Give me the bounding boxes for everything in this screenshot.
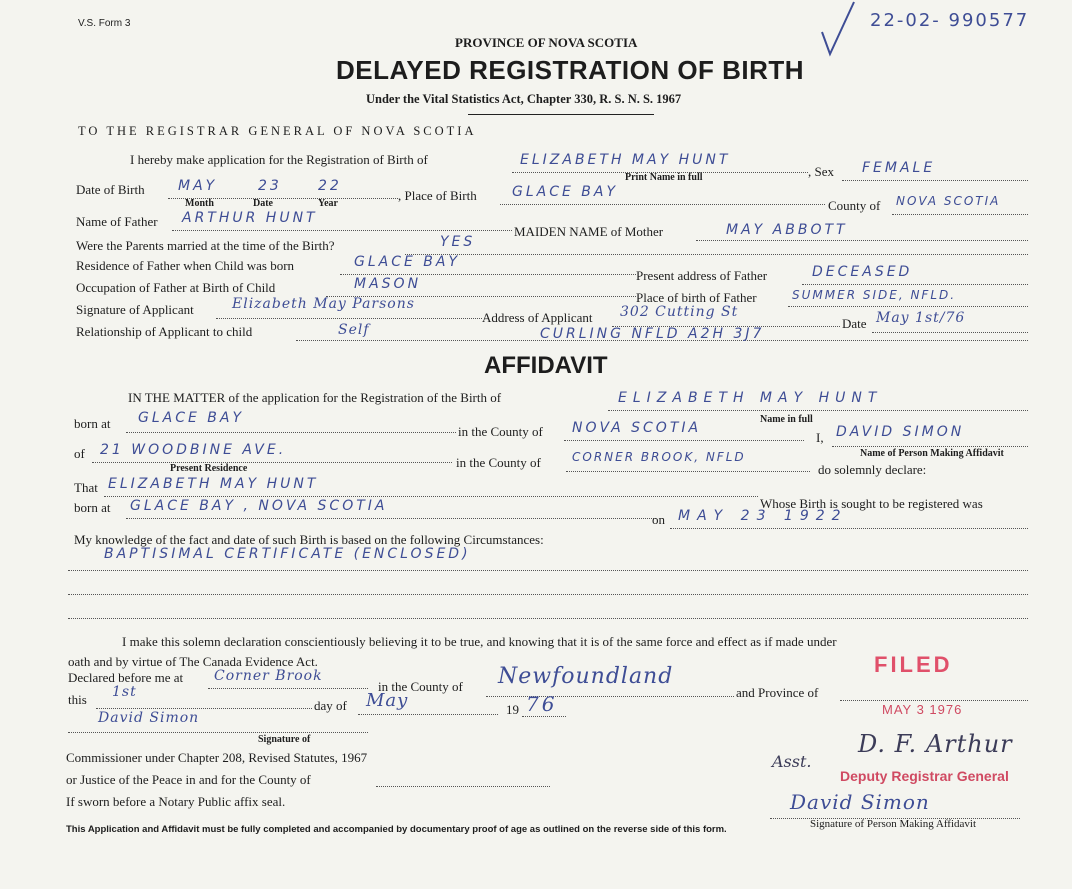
check-mark-icon xyxy=(820,0,860,60)
married-line xyxy=(405,254,1028,255)
month-caption: Month xyxy=(185,198,214,209)
notary-label: If sworn before a Notary Public affix seal. xyxy=(66,794,286,809)
dob-label: Date of Birth xyxy=(76,182,145,197)
circumstances-value: BAPTISIMAL CERTIFICATE (ENCLOSED) xyxy=(104,546,471,562)
father-birthplace-line xyxy=(788,306,1028,307)
date-label: Date xyxy=(842,316,867,331)
in-county2-label: in the County of xyxy=(456,455,541,470)
present-address-value: DECEASED xyxy=(812,264,913,280)
name-in-full-caption: Name in full xyxy=(760,414,813,425)
mother-line xyxy=(696,240,1028,241)
occupation-label: Occupation of Father at Birth of Child xyxy=(76,280,276,295)
present-address-line xyxy=(802,284,1028,285)
on-label: on xyxy=(652,512,665,527)
justice-label: or Justice of the Peace in and for the County of xyxy=(66,772,311,787)
circumstances-line-1 xyxy=(68,570,1028,571)
residence-line xyxy=(340,274,636,275)
affidavit-child-line xyxy=(608,410,1028,411)
born-date: MAY 23 1922 xyxy=(678,508,848,524)
declaration-text-1: I make this solemn declaration conscientiously believing it to be true, and knowing that it is of the same force and effect as if made under xyxy=(122,634,837,649)
residence-label: Residence of Father when Child was born xyxy=(76,258,295,273)
married-label: Were the Parents married at the time of the Birth? xyxy=(76,238,335,253)
signature-of-caption: Signature of xyxy=(258,734,311,745)
declare-label: do solemnly declare: xyxy=(818,462,927,477)
footer-note: This Application and Affidavit must be fully completed and accompanied by documentary proof of age as outlined on the reverse side of this form. xyxy=(66,824,727,835)
in-county-label: in the County of xyxy=(458,424,543,439)
year-suffix: 76 xyxy=(526,692,558,716)
mother-value: MAY ABBOTT xyxy=(726,222,848,238)
deponent-line xyxy=(832,446,1028,447)
affidavit-heading: AFFIDAVIT xyxy=(484,352,608,379)
father-line xyxy=(172,230,512,231)
born-at-line xyxy=(126,432,456,433)
born-at2-label: born at xyxy=(74,500,111,515)
day-of-label: day of xyxy=(314,698,347,713)
born-at-label: born at xyxy=(74,416,111,431)
year-caption: Year xyxy=(318,198,338,209)
declared-at-line xyxy=(208,688,368,689)
father-value: ARTHUR HUNT xyxy=(182,210,318,226)
signature-label: Signature of Applicant xyxy=(76,302,194,317)
that-line xyxy=(104,496,758,497)
affidavit-county2: CORNER BROOK, NFLD xyxy=(572,450,746,464)
circumstances-line-2 xyxy=(68,594,1028,595)
title-rule xyxy=(468,114,654,115)
affidavit-residence: 21 WOODBINE AVE. xyxy=(100,442,287,458)
that-label: That xyxy=(74,480,98,495)
child-name-value: ELIZABETH MAY HUNT xyxy=(520,152,731,168)
this-label: this xyxy=(68,692,87,707)
print-name-caption: Print Name in full xyxy=(625,172,703,183)
whose-birth-label: Whose Birth is sought to be registered was xyxy=(760,496,983,511)
place-line xyxy=(500,204,825,205)
born-place-line xyxy=(126,518,656,519)
circumstances-line-3 xyxy=(68,618,1028,619)
to-line: TO THE REGISTRAR GENERAL OF NOVA SCOTIA xyxy=(78,124,477,138)
address-line2: CURLING NFLD A2H 3J7 xyxy=(540,326,765,342)
address-value: 302 Cutting St xyxy=(620,304,739,320)
affidavit-intro: IN THE MATTER of the application for the Registration of the Birth of xyxy=(128,390,502,405)
month-line xyxy=(358,714,498,715)
date-line xyxy=(872,332,1028,333)
born-date-line xyxy=(670,528,1028,529)
affidavit-child-name: ELIZABETH MAY HUNT xyxy=(618,390,883,406)
i-label: I, xyxy=(816,430,824,445)
county-value: NOVA SCOTIA xyxy=(896,194,1001,208)
date-caption: Date xyxy=(253,198,273,209)
married-value: YES xyxy=(440,234,476,250)
of-label: of xyxy=(74,446,85,461)
registrar-title-stamp: Deputy Registrar General xyxy=(840,768,1009,784)
relationship-label: Relationship of Applicant to child xyxy=(76,324,253,339)
father-label: Name of Father xyxy=(76,214,158,229)
mother-label: MAIDEN NAME of Mother xyxy=(514,224,664,239)
application-date: May 1st/76 xyxy=(876,310,966,326)
declared-at-value: Corner Brook xyxy=(214,668,323,684)
born-place: GLACE BAY , NOVA SCOTIA xyxy=(130,498,388,514)
county-line xyxy=(892,214,1028,215)
affidavit-county: NOVA SCOTIA xyxy=(572,420,702,436)
sex-line xyxy=(842,180,1028,181)
province-label: and Province of xyxy=(736,685,819,700)
commissioner-signature: David Simon xyxy=(98,710,200,726)
province-heading: PROVINCE OF NOVA SCOTIA xyxy=(455,35,638,50)
declared-county-value: Newfoundland xyxy=(498,664,674,689)
commissioner-signature-line xyxy=(68,732,368,733)
declared-county-label: in the County of xyxy=(378,679,463,694)
province-line xyxy=(840,700,1028,701)
address-label: Address of Applicant xyxy=(482,310,593,325)
county-label: County of xyxy=(828,198,881,213)
dob-date: 23 xyxy=(258,178,282,194)
deponent-signature: David Simon xyxy=(790,790,930,814)
relationship-value: Self xyxy=(338,322,370,338)
asst-note: Asst. xyxy=(772,752,812,771)
born-at-value: GLACE BAY xyxy=(138,410,245,426)
signature-line xyxy=(216,318,482,319)
applicant-signature: Elizabeth May Parsons xyxy=(232,296,415,312)
present-address-label: Present address of Father xyxy=(636,268,768,283)
residence-affidavit-line xyxy=(92,462,452,463)
dob-month: MAY xyxy=(178,178,218,194)
page-title: DELAYED REGISTRATION OF BIRTH xyxy=(336,55,805,85)
filed-date-stamp: MAY 3 1976 xyxy=(882,702,963,717)
file-number: 22-02- 990577 xyxy=(870,10,1030,31)
place-value: GLACE BAY xyxy=(512,184,619,200)
subtitle: Under the Vital Statistics Act, Chapter 330, R. S. N. S. 1967 xyxy=(366,92,682,106)
form-number: V.S. Form 3 xyxy=(78,18,131,29)
father-birthplace-label: Place of birth of Father xyxy=(636,290,757,305)
declared-label: Declared before me at xyxy=(68,670,184,685)
deponent-signature-caption: Signature of Person Making Affidavit xyxy=(810,818,976,830)
place-label: , Place of Birth xyxy=(398,188,477,203)
declared-county-line xyxy=(486,696,734,697)
affidavit-county-line xyxy=(564,440,804,441)
day-line xyxy=(96,708,312,709)
justice-line xyxy=(376,786,550,787)
deponent-name: DAVID SIMON xyxy=(836,424,965,440)
occupation-value: MASON xyxy=(354,276,422,292)
residence-value: GLACE BAY xyxy=(354,254,461,270)
father-birthplace-value: SUMMER SIDE, NFLD. xyxy=(792,288,957,302)
application-intro: I hereby make application for the Registration of Birth of xyxy=(130,152,428,167)
that-name: ELIZABETH MAY HUNT xyxy=(108,476,319,492)
dob-year: 22 xyxy=(318,178,342,194)
filed-stamp: FILED xyxy=(874,652,953,677)
declaration-text-2: oath and by virtue of The Canada Evidence Act. xyxy=(68,654,318,669)
knowledge-label: My knowledge of the fact and date of such Birth is based on the following Circumstances: xyxy=(74,532,544,547)
year-line xyxy=(522,716,566,717)
deponent-caption: Name of Person Making Affidavit xyxy=(860,448,1004,459)
check-mark xyxy=(820,0,860,60)
day-value: 1st xyxy=(112,684,137,700)
registrar-signature: D. F. Arthur xyxy=(858,730,1013,758)
month-value: May xyxy=(366,690,409,711)
sex-value: FEMALE xyxy=(862,160,936,176)
sex-label: , Sex xyxy=(808,164,834,179)
year-prefix: 19 xyxy=(506,702,519,717)
commissioner-label: Commissioner under Chapter 208, Revised Statutes, 1967 xyxy=(66,750,368,765)
county2-line xyxy=(566,471,810,472)
residence-caption: Present Residence xyxy=(170,463,248,474)
